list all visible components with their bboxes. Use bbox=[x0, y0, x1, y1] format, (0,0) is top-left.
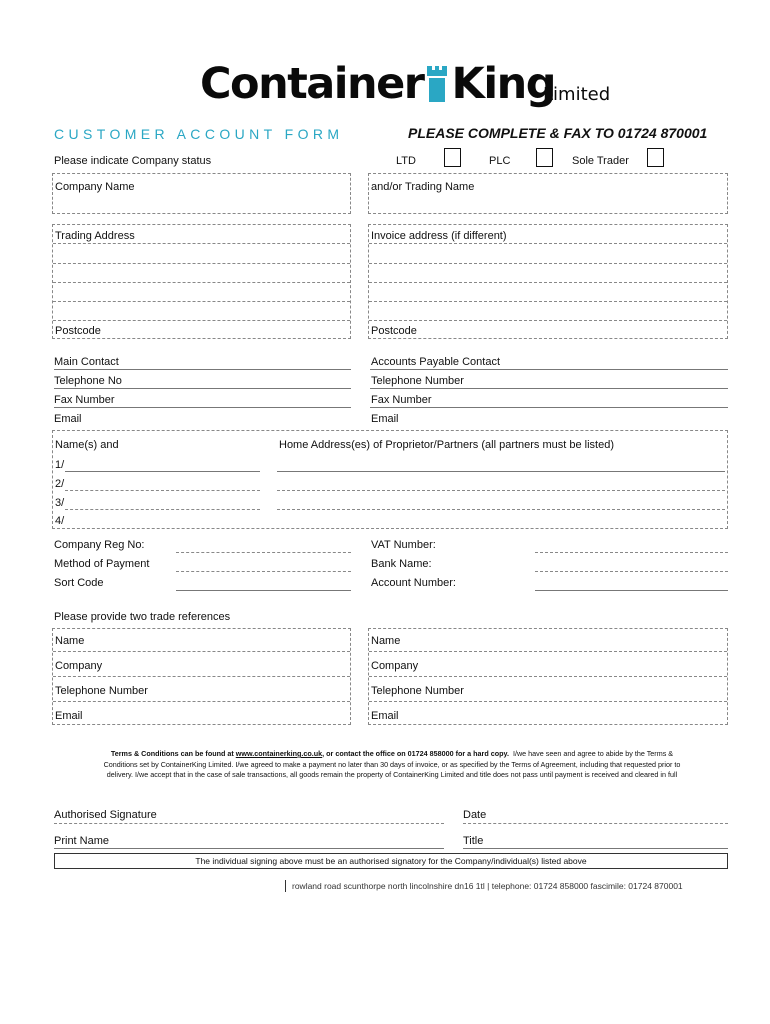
authorised-signature-label: Authorised Signature bbox=[54, 809, 157, 821]
sort-code-label: Sort Code bbox=[54, 577, 104, 589]
vat-number-line[interactable] bbox=[535, 552, 728, 553]
authorised-signature-line[interactable] bbox=[54, 823, 444, 824]
ref2-company-label: Company bbox=[371, 660, 419, 672]
telephone-label: Telephone No bbox=[54, 375, 122, 387]
postcode-label: Postcode bbox=[371, 325, 417, 337]
print-name-label: Print Name bbox=[54, 835, 110, 847]
date-line[interactable] bbox=[463, 823, 728, 824]
crown-icon bbox=[426, 64, 448, 102]
company-name-field[interactable] bbox=[52, 173, 351, 214]
email-label: Email bbox=[54, 413, 82, 425]
sort-code-line[interactable] bbox=[176, 590, 351, 591]
ref1-name-label: Name bbox=[55, 635, 85, 647]
terms-link[interactable]: www.containerking.co.uk bbox=[235, 749, 323, 758]
ref2-name-label: Name bbox=[371, 635, 401, 647]
invoice-address-label: Invoice address (if different) bbox=[371, 230, 507, 242]
signatory-notice: The individual signing above must be an authorised signatory for the Company/individual(s) listed above bbox=[54, 853, 728, 869]
trading-name-label: and/or Trading Name bbox=[371, 181, 475, 193]
reference-1-box[interactable] bbox=[52, 628, 351, 725]
postcode-label: Postcode bbox=[55, 325, 101, 337]
payment-method-line[interactable] bbox=[176, 571, 351, 572]
ref2-telephone-label: Telephone Number bbox=[371, 685, 464, 697]
fax-number-line[interactable] bbox=[370, 407, 728, 408]
company-reg-line[interactable] bbox=[176, 552, 351, 553]
telephone-number-label: Telephone Number bbox=[371, 375, 464, 387]
trading-address-label: Trading Address bbox=[55, 230, 135, 242]
status-ltd-label: LTD bbox=[396, 155, 416, 167]
ref2-email-label: Email bbox=[371, 710, 399, 722]
terms-text: Terms & Conditions can be found at www.containerking.co.uk, or contact the office on 01724 858000 for a hard copy. I/we have seen and agree to abide by the Terms & Conditions set by ContainerKing Limited. I/we agreed to make a payment no later than 30 days of invoice, or as specified by the Terms of Agreement, including that requested prior to delivery. I/we accept that in the case of sale transactions, all goods remain the property of ContainerKing Limited and title does not pass until payment is received and cleared in full bbox=[103, 749, 681, 779]
partner-row-2: 2/ bbox=[55, 478, 65, 490]
ref1-telephone-label: Telephone Number bbox=[55, 685, 148, 697]
print-name-line[interactable] bbox=[54, 848, 444, 849]
main-contact-label: Main Contact bbox=[54, 356, 119, 368]
logo-suffix: Limited bbox=[543, 84, 611, 105]
trading-name-field[interactable] bbox=[368, 173, 728, 214]
reference-2-box[interactable] bbox=[368, 628, 728, 725]
main-contact-line[interactable] bbox=[54, 369, 351, 370]
accounts-payable-line[interactable] bbox=[370, 369, 728, 370]
invoice-address-field[interactable] bbox=[368, 224, 728, 339]
logo-wordmark: Container King bbox=[200, 59, 555, 109]
bank-name-label: Bank Name: bbox=[371, 558, 432, 570]
home-address-label: Home Address(es) of Proprietor/Partners (all partners must be listed) bbox=[279, 439, 615, 451]
telephone-line[interactable] bbox=[54, 388, 351, 389]
partner-row-4: 4/ bbox=[55, 515, 65, 527]
account-number-line[interactable] bbox=[535, 590, 728, 591]
fax-label: Fax Number bbox=[54, 394, 115, 406]
partners-section[interactable] bbox=[52, 430, 728, 529]
form-title: CUSTOMER ACCOUNT FORM bbox=[54, 126, 344, 142]
date-label: Date bbox=[463, 809, 487, 821]
status-prompt: Please indicate Company status bbox=[54, 155, 212, 167]
ltd-checkbox[interactable] bbox=[444, 148, 461, 167]
company-logo bbox=[200, 58, 620, 114]
title-label: Title bbox=[463, 835, 484, 847]
company-name-label: Company Name bbox=[55, 181, 135, 193]
references-prompt: Please provide two trade references bbox=[54, 611, 231, 623]
trading-address-field[interactable] bbox=[52, 224, 351, 339]
status-sole-trader-label: Sole Trader bbox=[572, 155, 629, 167]
payment-method-label: Method of Payment bbox=[54, 558, 150, 570]
bank-name-line[interactable] bbox=[535, 571, 728, 572]
partner-names-label: Name(s) and bbox=[55, 439, 119, 451]
accounts-payable-label: Accounts Payable Contact bbox=[371, 356, 501, 368]
account-number-label: Account Number: bbox=[371, 577, 456, 589]
fax-number-label: Fax Number bbox=[371, 394, 432, 406]
plc-checkbox[interactable] bbox=[536, 148, 553, 167]
partner-row-3: 3/ bbox=[55, 497, 65, 509]
ref1-company-label: Company bbox=[55, 660, 103, 672]
ref1-email-label: Email bbox=[55, 710, 83, 722]
telephone-number-line[interactable] bbox=[370, 388, 728, 389]
fax-instruction: PLEASE COMPLETE & FAX TO 01724 870001 bbox=[408, 125, 708, 141]
sole-trader-checkbox[interactable] bbox=[647, 148, 664, 167]
vat-number-label: VAT Number: bbox=[371, 539, 436, 551]
footer-address: rowland road scunthorpe north lincolnshire dn16 1tl | telephone: 01724 858000 fascimile: 01724 870001 bbox=[285, 880, 683, 892]
partner-row-1: 1/ bbox=[55, 459, 65, 471]
fax-line[interactable] bbox=[54, 407, 351, 408]
company-reg-label: Company Reg No: bbox=[54, 539, 145, 551]
status-plc-label: PLC bbox=[489, 155, 511, 167]
email-label: Email bbox=[371, 413, 399, 425]
title-line[interactable] bbox=[463, 848, 728, 849]
